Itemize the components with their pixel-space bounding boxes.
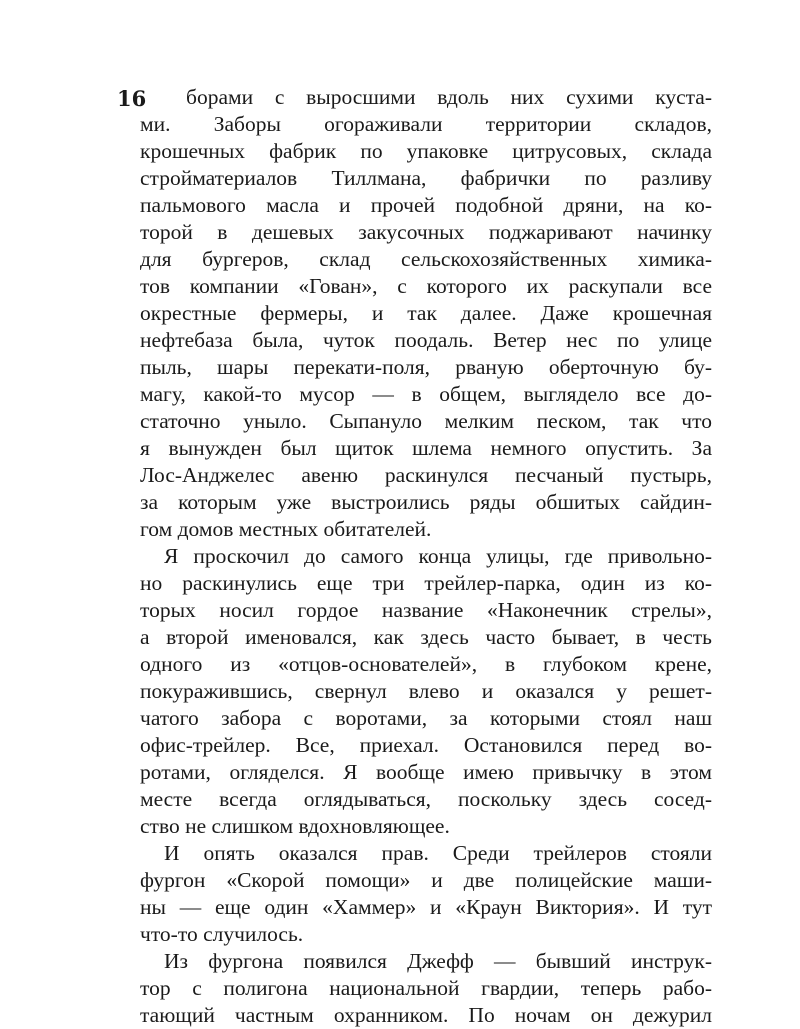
text-line: покуражившись, свернул влево и оказался у решет-	[140, 679, 712, 703]
text-line: ство не слишком вдохновляющее.	[140, 814, 450, 838]
text-line: пальмового масла и прочей подобной дряни, на ко-	[140, 193, 712, 217]
text-line: магу, какой-то мусор — в общем, выглядело все до-	[140, 382, 712, 406]
text-line: тор с полигона национальной гвардии, теперь рабо-	[140, 976, 712, 1000]
text-line: ротами, огляделся. Я вообще имею привычку в этом	[140, 760, 712, 784]
text-line: я вынужден был щиток шлема немного опустить. За	[140, 436, 712, 460]
text-line: а второй именовался, как здесь часто бывает, в честь	[140, 625, 712, 649]
text-line: Лос-Анджелес авеню раскинулся песчаный пустырь,	[140, 463, 712, 487]
text-line: пыль, шары перекати-поля, рваную оберточную бу-	[140, 355, 712, 379]
text-line: торых носил гордое название «Наконечник стрелы»,	[140, 598, 712, 622]
text-line: ми. Заборы огораживали территории складов,	[140, 112, 712, 136]
text-line: что-то случилось.	[140, 922, 304, 946]
text-line: гом домов местных обитателей.	[140, 517, 432, 541]
text-line: месте всегда оглядываться, поскольку здесь сосед-	[140, 787, 712, 811]
text-line: ны — еще один «Хаммер» и «Краун Виктория». И тут	[140, 895, 712, 919]
text-line: И опять оказался прав. Среди трейлеров стояли	[164, 841, 712, 865]
text-line: статочно уныло. Сыпануло мелким песком, так что	[140, 409, 712, 433]
text-line: стройматериалов Тиллмана, фабрички по разливу	[140, 166, 712, 190]
text-line: одного из «отцов-основателей», в глубоком крене,	[140, 652, 712, 676]
text-line: для бургеров, склад сельскохозяйственных химика-	[140, 247, 712, 271]
text-line: нефтебаза была, чуток поодаль. Ветер нес по улице	[140, 328, 712, 352]
text-line: тающий частным охранником. По ночам он дежурил	[140, 1003, 712, 1027]
text-line: тов компании «Гован», с которого их раскупали все	[140, 274, 712, 298]
text-line: чатого забора с воротами, за которыми стоял наш	[140, 706, 712, 730]
text-line: крошечных фабрик по упаковке цитрусовых, склада	[140, 139, 712, 163]
text-line: окрестные фермеры, и так далее. Даже крошечная	[140, 301, 712, 325]
text-line: Из фургона появился Джефф — бывший инструк-	[164, 949, 712, 973]
text-line: фургон «Скорой помощи» и две полицейские маши-	[140, 868, 712, 892]
text-line: но раскинулись еще три трейлер-парка, один из ко-	[140, 571, 712, 595]
body-text	[140, 84, 712, 1029]
text-line: офис-трейлер. Все, приехал. Остановился перед во-	[140, 733, 712, 757]
text-line: за которым уже выстроились ряды обшитых сайдин-	[140, 490, 712, 514]
text-line: торой в дешевых закусочных поджаривают начинку	[140, 220, 712, 244]
page-number: 16	[117, 86, 147, 111]
text-line: Я проскочил до самого конца улицы, где привольно-	[164, 544, 712, 568]
text-line: борами с выросшими вдоль них сухими куста-	[186, 85, 712, 109]
